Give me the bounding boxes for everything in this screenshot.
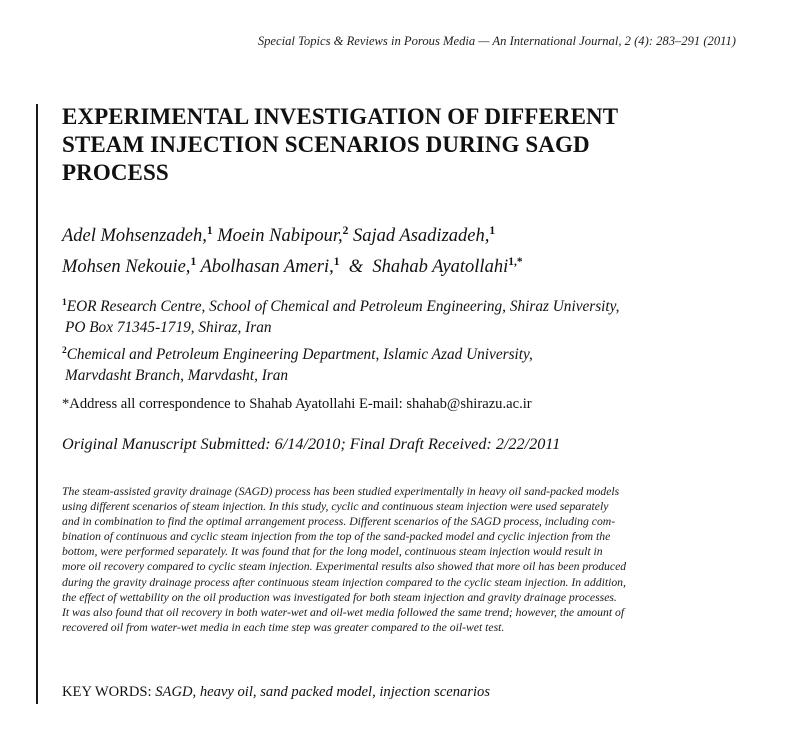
author-affil-mark: 1	[489, 225, 496, 237]
abstract-line: and in combination to find the optimal arrangement process. Different scenarios of the SAGD process, including com-	[62, 515, 616, 529]
author-name: Mohsen Nekouie,	[62, 257, 191, 278]
author-name: Adel Mohsenzadeh,	[62, 226, 207, 247]
author-name: Moein Nabipour,	[217, 226, 343, 247]
affiliation-line	[62, 293, 722, 317]
keywords	[62, 684, 490, 701]
author-conjunction: &	[348, 257, 364, 278]
abstract-line: bination of continuous and cyclic steam injection from the top of the sand-packed model and cyclic injection from the	[62, 530, 611, 544]
abstract	[62, 484, 724, 635]
title-line: EXPERIMENTAL INVESTIGATION OF DIFFERENT	[62, 104, 619, 129]
affiliation-mark: 1	[62, 298, 67, 308]
manuscript-dates: Original Manuscript Submitted: 6/14/2010; Final Draft Received: 2/22/2011	[62, 435, 561, 453]
author-affil-mark: 1	[190, 256, 197, 269]
affiliation-line: Marvdasht Branch, Marvdasht, Iran	[65, 367, 289, 385]
author-line	[62, 249, 702, 280]
affiliation-mark: 2	[62, 346, 67, 356]
affiliation-1	[62, 293, 722, 338]
author-name: Abolhasan Ameri,	[200, 257, 334, 278]
abstract-line: It was also found that oil recovery in both water-wet and oil-wet media followed the same trend; however, the amount of	[62, 605, 625, 619]
abstract-line: the effect of wettability on the oil production was investigated for both steam injection and gravity drainage processes.	[62, 590, 617, 604]
author-affil-mark: 1	[206, 225, 213, 237]
left-margin-rule	[36, 104, 38, 704]
author-name: Shahab Ayatollahi	[372, 257, 509, 278]
affiliation-2	[62, 341, 722, 386]
affiliation-text: EOR Research Centre, School of Chemical and Petroleum Engineering, Shiraz University,	[66, 298, 620, 316]
title-line: PROCESS	[62, 160, 169, 185]
affiliation-line: PO Box 71345-1719, Shiraz, Iran	[65, 319, 272, 337]
correspondence-note: *Address all correspondence to Shahab Ayatollahi E-mail: shahab@shirazu.ac.ir	[62, 396, 532, 412]
abstract-line: using different scenarios of steam injection. In this study, cyclic and continuous steam injection were used separately	[62, 500, 609, 514]
author-line	[62, 218, 702, 249]
author-affil-mark: 2	[342, 225, 349, 237]
author-name: Sajad Asadizadeh,	[353, 226, 490, 247]
title-line: STEAM INJECTION SCENARIOS DURING SAGD	[62, 132, 590, 157]
abstract-line: more oil recovery compared to cyclic steam injection. Experimental results also showed that more oil has been produced	[62, 560, 627, 574]
paper-title	[62, 103, 702, 187]
affiliation-text: Chemical and Petroleum Engineering Department, Islamic Azad University,	[66, 346, 533, 364]
author-affil-mark: 1,*	[508, 256, 523, 269]
abstract-line: recovered oil from water-wet media in each time step was greater compared to the oil-wet test.	[62, 620, 505, 634]
affiliation-line	[62, 341, 722, 365]
author-list	[62, 218, 702, 280]
journal-reference: Special Topics & Reviews in Porous Media — An International Journal, 2 (4): 283–291 (2011)	[257, 34, 736, 48]
abstract-line: bottom, were performed separately. It was found that for the long model, continuous steam injection would result in	[62, 545, 603, 559]
keywords-label: KEY WORDS:	[62, 684, 152, 700]
abstract-line: during the gravity drainage process after continuous steam injection compared to the cyclic steam injection. In addition,	[62, 575, 626, 589]
author-affil-mark: 1	[333, 256, 340, 269]
abstract-line: The steam-assisted gravity drainage (SAGD) process has been studied experimentally in heavy oil sand-packed models	[62, 485, 620, 498]
keywords-list: SAGD, heavy oil, sand packed model, injection scenarios	[155, 684, 491, 700]
